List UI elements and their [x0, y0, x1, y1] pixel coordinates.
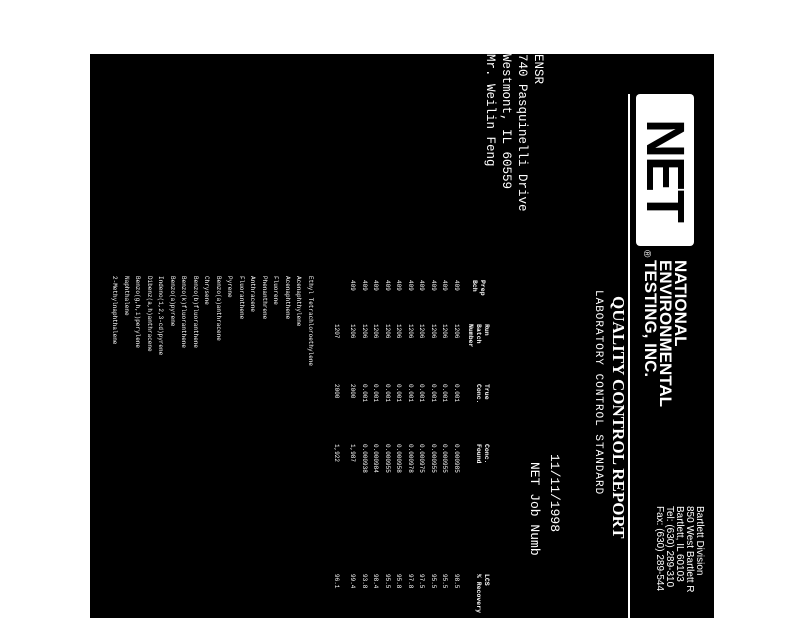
division-line1: Bartlett Division	[694, 506, 705, 576]
division-line5: Fax: (630) 289-544	[654, 506, 665, 592]
column-prep	[347, 280, 462, 291]
recovery-cell: 98.5	[453, 574, 460, 589]
client-line3: Westmont, IL 60559	[499, 54, 513, 190]
found-cell: 0.000955	[384, 444, 391, 473]
prep-cell: 409	[395, 280, 403, 291]
report-subtitle: LABORATORY CONTROL STANDARD	[592, 290, 604, 496]
job-number: NET Job Numb	[527, 462, 542, 556]
found-cell: 0.000938	[361, 444, 368, 473]
division-line4: Tel: (630) 289-310	[664, 506, 675, 588]
run-cell: 1206	[418, 324, 426, 339]
company-line3: TESTING, INC.	[641, 260, 660, 378]
run-cell: 1206	[349, 324, 357, 339]
extra-recovery: 96.1	[333, 574, 340, 589]
true-cell: 0.001	[441, 384, 449, 403]
extra-run: 1207	[333, 324, 340, 339]
found-cell: 0.000978	[407, 444, 414, 473]
found-cell: 0.000984	[372, 444, 380, 473]
header-found: Conc. Found	[475, 444, 490, 464]
found-cell: 0.000955	[430, 444, 437, 473]
true-cell: 0.001	[453, 384, 460, 403]
company-line1: NATIONAL	[671, 260, 690, 347]
prep-cell: 409	[384, 280, 391, 291]
client-line2: 740 Pasquinelli Drive	[515, 54, 529, 212]
logo-text: NET	[635, 119, 695, 221]
division-address	[654, 506, 704, 593]
scanned-page	[90, 54, 714, 618]
company-name	[643, 260, 688, 407]
rotated-report	[90, 54, 714, 618]
registered-mark: ®	[641, 250, 652, 258]
prep-cell: 409	[441, 280, 449, 291]
division-line3: Bartlett, IL 60103	[674, 506, 685, 582]
true-cell: 0.001	[372, 384, 380, 403]
parameter-list: Ethyl Tetrachloroethylene Acenaphthylene Acenaphthene Fluorene Phenanthrene Anthracene Fluoranthene Pyrene Benzo(a)anthracene Chrysene Benzo(b)fluoranthene Benzo(k)fluoranthene Benzo(a)pyrene Indeno(1,2,3-cd)pyrene Dibenz(a,h)anthracene Benzo(g,h,i)perylene Naphthalene 2-Methylnaphthalene	[111, 276, 314, 367]
run-cell: 1206	[384, 324, 391, 339]
prep-cell: 409	[453, 280, 460, 291]
true-cell: 0.001	[430, 384, 437, 403]
found-cell: 0.000955	[441, 444, 449, 473]
true-cell: 0.001	[361, 384, 368, 403]
extra-found: 1,922	[333, 444, 340, 463]
found-cell: 0.000985	[453, 444, 460, 473]
recovery-cell: 97.5	[418, 574, 426, 589]
division-line2: 850 West Bartlett R	[684, 506, 695, 593]
recovery-cell: 98.4	[372, 574, 380, 589]
found-cell: 0.000958	[395, 444, 403, 473]
recovery-cell: 95.5	[441, 574, 449, 589]
company-line2: ENVIRONMENTAL	[656, 260, 675, 408]
header-rule	[628, 94, 630, 618]
recovery-cell: 93.8	[361, 574, 368, 589]
client-address	[482, 54, 546, 212]
run-cell: 1206	[430, 324, 437, 339]
recovery-cell: 97.8	[407, 574, 414, 589]
prep-cell: 409	[430, 280, 437, 291]
true-cell: 0.001	[418, 384, 426, 403]
net-logo	[636, 94, 694, 246]
found-cell: 1,987	[349, 444, 357, 463]
true-cell: 0.001	[384, 384, 391, 403]
run-cell: 1206	[372, 324, 380, 339]
extra-true: 2000	[333, 384, 340, 399]
run-cell: 1206	[441, 324, 449, 339]
report-date: 11/11/1998	[547, 454, 562, 533]
client-line1: ENSR	[531, 54, 545, 85]
header-recovery: LCS % Recovery	[475, 574, 490, 614]
column-found	[347, 444, 462, 473]
header-prep: Prep Bch	[471, 280, 486, 296]
column-run	[347, 324, 462, 338]
prep-cell: 409	[407, 280, 414, 291]
run-cell: 1206	[453, 324, 460, 339]
prep-cell: 409	[349, 280, 357, 291]
prep-cell: 409	[418, 280, 426, 291]
report-title: QUALITY CONTROL REPORT	[609, 296, 628, 539]
run-cell: 1206	[407, 324, 414, 339]
recovery-cell: 95.8	[395, 574, 403, 589]
header-true: True Conc.	[475, 384, 490, 404]
client-line4: Mr. Weilin Feng	[483, 54, 497, 167]
prep-cell: 409	[372, 280, 380, 291]
recovery-cell: 95.5	[384, 574, 391, 589]
column-true	[347, 384, 462, 402]
true-cell: 0.001	[395, 384, 403, 403]
true-cell: 0.001	[407, 384, 414, 403]
found-cell: 0.000975	[418, 444, 426, 473]
true-cell: 2000	[349, 384, 357, 399]
prep-cell: 409	[361, 280, 368, 291]
recovery-cell: 99.4	[349, 574, 357, 589]
run-cell: 1206	[361, 324, 368, 339]
run-cell: 1206	[395, 324, 403, 339]
column-recovery	[347, 574, 462, 588]
header-run: Run Batch Number	[467, 324, 490, 348]
recovery-cell: 95.5	[430, 574, 437, 589]
